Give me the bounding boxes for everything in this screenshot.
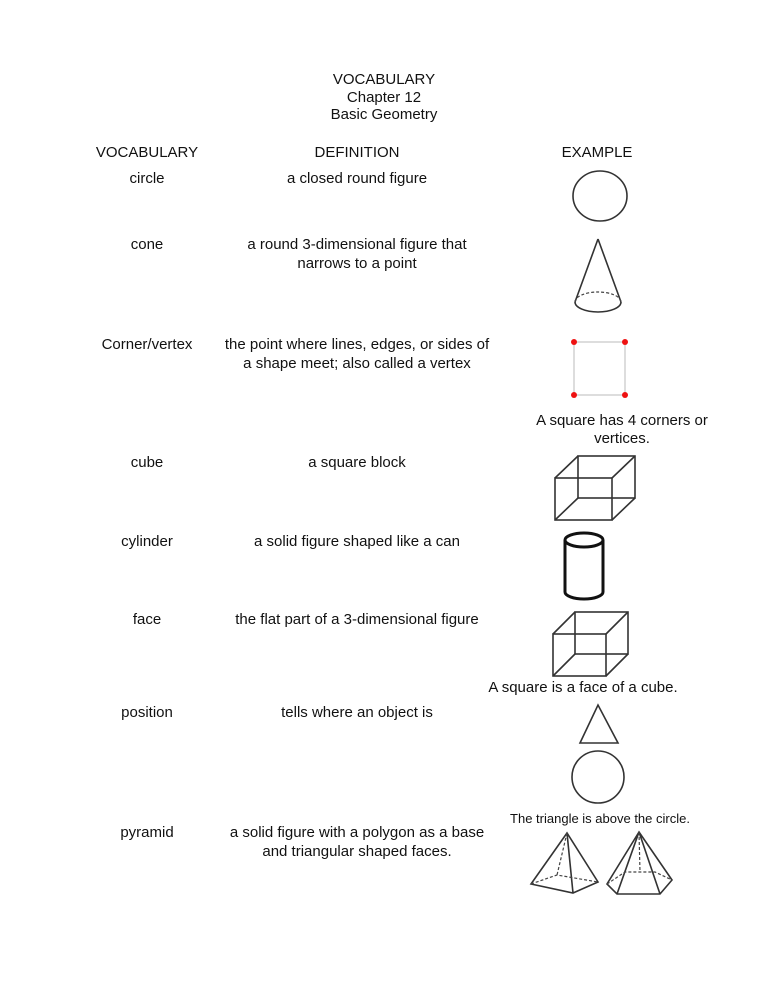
definition: the point where lines, edges, or sides of a shape meet; also called a vertex bbox=[224, 336, 490, 372]
definition: tells where an object is bbox=[281, 704, 433, 721]
circle-icon bbox=[573, 171, 627, 221]
circle-icon bbox=[572, 751, 624, 803]
term: position bbox=[121, 704, 173, 721]
triangle-icon bbox=[580, 705, 618, 743]
col-header-definition: DEFINITION bbox=[314, 144, 400, 161]
term: cylinder bbox=[121, 533, 173, 550]
definition: a round 3-dimensional figure that narrows to a point bbox=[247, 236, 467, 272]
term: face bbox=[132, 611, 162, 628]
col-header-vocabulary: VOCABULARY bbox=[95, 144, 199, 161]
square-corners-icon bbox=[571, 339, 628, 398]
term: pyramid bbox=[120, 824, 174, 841]
caption: A square is a face of a cube. bbox=[488, 679, 678, 696]
definition: a solid figure shaped like a can bbox=[254, 533, 460, 550]
definition: the flat part of a 3-dimensional figure bbox=[235, 611, 479, 628]
col-header-example: EXAMPLE bbox=[561, 144, 633, 161]
term: cone bbox=[130, 236, 164, 253]
term: cube bbox=[130, 454, 164, 471]
cube-icon bbox=[555, 456, 635, 520]
pyramid-pentagon-icon bbox=[607, 832, 672, 894]
chapter: Chapter 12 bbox=[346, 89, 422, 106]
definition: a closed round figure bbox=[286, 170, 428, 187]
caption: The triangle is above the circle. bbox=[510, 811, 690, 826]
definition: a square block bbox=[308, 454, 406, 471]
cone-icon bbox=[575, 239, 621, 312]
term: Corner/vertex bbox=[101, 336, 193, 353]
face-cube-icon bbox=[553, 612, 628, 676]
caption: A square has 4 corners or vertices. bbox=[536, 412, 708, 447]
doc-title: VOCABULARY bbox=[332, 71, 436, 88]
definition: a solid figure with a polygon as a base and triangular shaped faces. bbox=[229, 824, 485, 860]
pyramid-square-icon bbox=[531, 833, 598, 893]
term: circle bbox=[129, 170, 165, 187]
cylinder-icon bbox=[565, 533, 603, 599]
subtitle: Basic Geometry bbox=[330, 106, 438, 123]
